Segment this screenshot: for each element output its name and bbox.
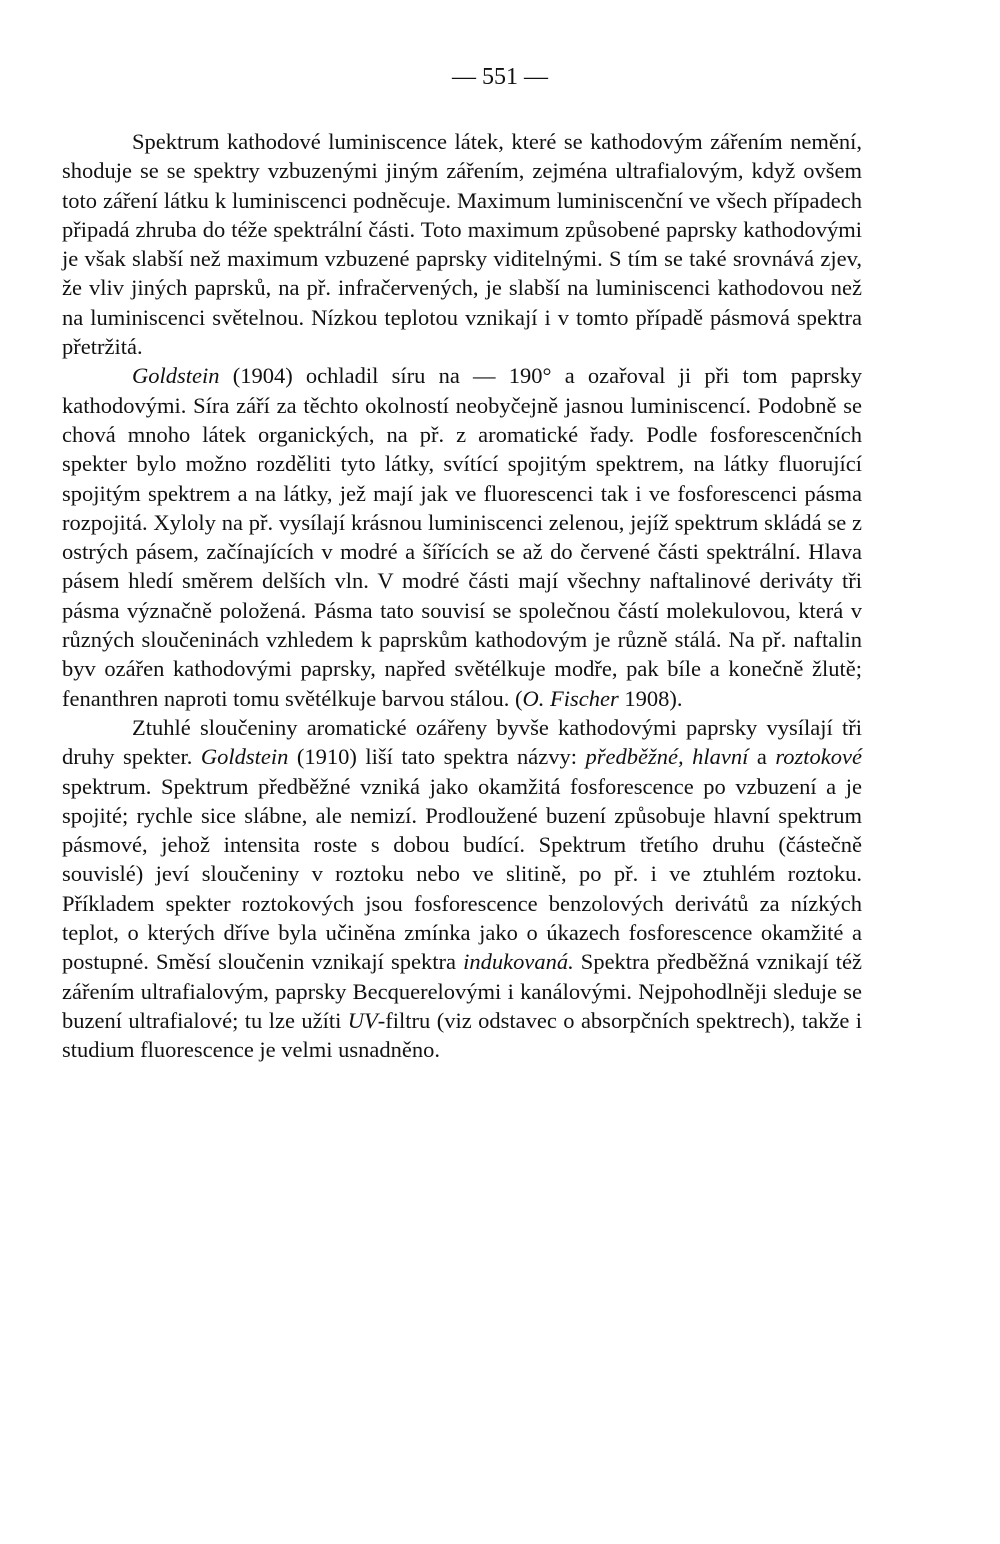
text-run: Ztuhlé sloučeniny aromatické ozářeny byvše kathodovými paprsky vysílají tři druhy spekter. <box>62 714 862 770</box>
text-run: spektrum. Spektrum předběžné vzniká jako okamžitá fosforescence po vzbuzení a je spojité; rychle sice slábne, ale nemizí. Prodloužené buzení způsobuje hlavní spektrum pásmové, jehož intensita roste s dobou budící. Spektrum třetího druhu (částečně souvislé) jeví sloučeniny v roztoku nebo ve slitině, po př. i ve ztuhlém roztoku. Příkladem spekter roztokových jsou fosforescence benzolových derivátů za nízkých teplot, o kterých dříve byla učiněna zmínka jako o úkazech fosforescence okamžité a postupné. Směsí sloučenin vznikají spektra <box>62 773 862 975</box>
italic-text: O. Fischer <box>522 685 619 711</box>
paragraph <box>62 127 862 361</box>
text-run: (1904) ochladil síru na — 190° a ozařoval ji při tom paprsky kathodovými. Síra září za těchto okolností neobyčejně jasnou luminiscencí. Podobně se chová mnoho látek organických, na př. z aromatické řady. Podle fosforescenčních spekter bylo možno rozděliti tyto látky, svítící spojitým spektrem, na látky fluorující spojitým spektrem a na látky, jež mají jak ve fluorescenci tak i ve fosforescenci pásma rozpojitá. Xyloly na př. vysílají krásnou luminiscenci zelenou, jejíž spektrum skládá se z ostrých pásem, začínajících v modré a šířících se až do červené části spektrální. Hlava pásem hledí směrem delších vln. V modré části mají všechny naftalinové deriváty tři pásma význačně položená. Pásma tato souvisí se společnou částí molekulovou, která v různých sloučeninách vzhledem k paprskům kathodovým je různě stálá. Na př. naftalin byv ozářen kathodovými paprsky, napřed světélkuje modře, pak bíle a konečně žlutě; fenanthren naproti tomu světélkuje barvou stálou. ( <box>62 363 862 711</box>
italic-text: UV <box>347 1007 378 1033</box>
italic-text: Goldstein <box>132 363 220 389</box>
text-run: -filtru (viz odstavec o absorpčních spektrech), takže i studium fluorescence je velmi usnadněno. <box>62 1007 862 1063</box>
italic-text: indukovaná. <box>463 949 574 975</box>
text-run: 1908). <box>618 685 683 711</box>
italic-text: Goldstein <box>200 744 289 770</box>
text-run: (1910) liší tato spektra názvy: <box>288 744 586 770</box>
paragraph <box>62 713 862 1065</box>
text-run: a <box>748 744 776 770</box>
body-text <box>62 127 862 1065</box>
italic-text: roztokové <box>775 744 862 770</box>
page-number: — 551 — <box>452 64 548 90</box>
text-run: Spektra předběžná vznikají též zářením ultrafialovým, paprsky Becquerelovými i kanálovými. Nejpohodlněji sleduje se buzení ultrafialové; tu lze užíti <box>62 949 862 1033</box>
italic-text: předběžné, hlavní <box>585 744 749 770</box>
text-run: Spektrum kathodové luminiscence látek, které se kathodovým zářením nemění, shoduje se se spektry vzbuzenými jiným zářením, zejména ultrafialovým, když ovšem toto záření látku k luminiscenci podněcuje. Maximum luminiscenční ve všech případech připadá zhruba do téže spektrální části. Toto maximum způsobené paprsky kathodovými je však slabší než maximum vzbuzené paprsky viditelnými. S tím se také srovnává zjev, že vliv jiných paprsků, na př. infračervených, je slabší na luminiscenci kathodovou než na luminiscenci světelnou. Nízkou teplotou vznikají i v tomto případě pásmová spektra přetržitá. <box>62 129 862 360</box>
paragraph <box>62 361 862 713</box>
